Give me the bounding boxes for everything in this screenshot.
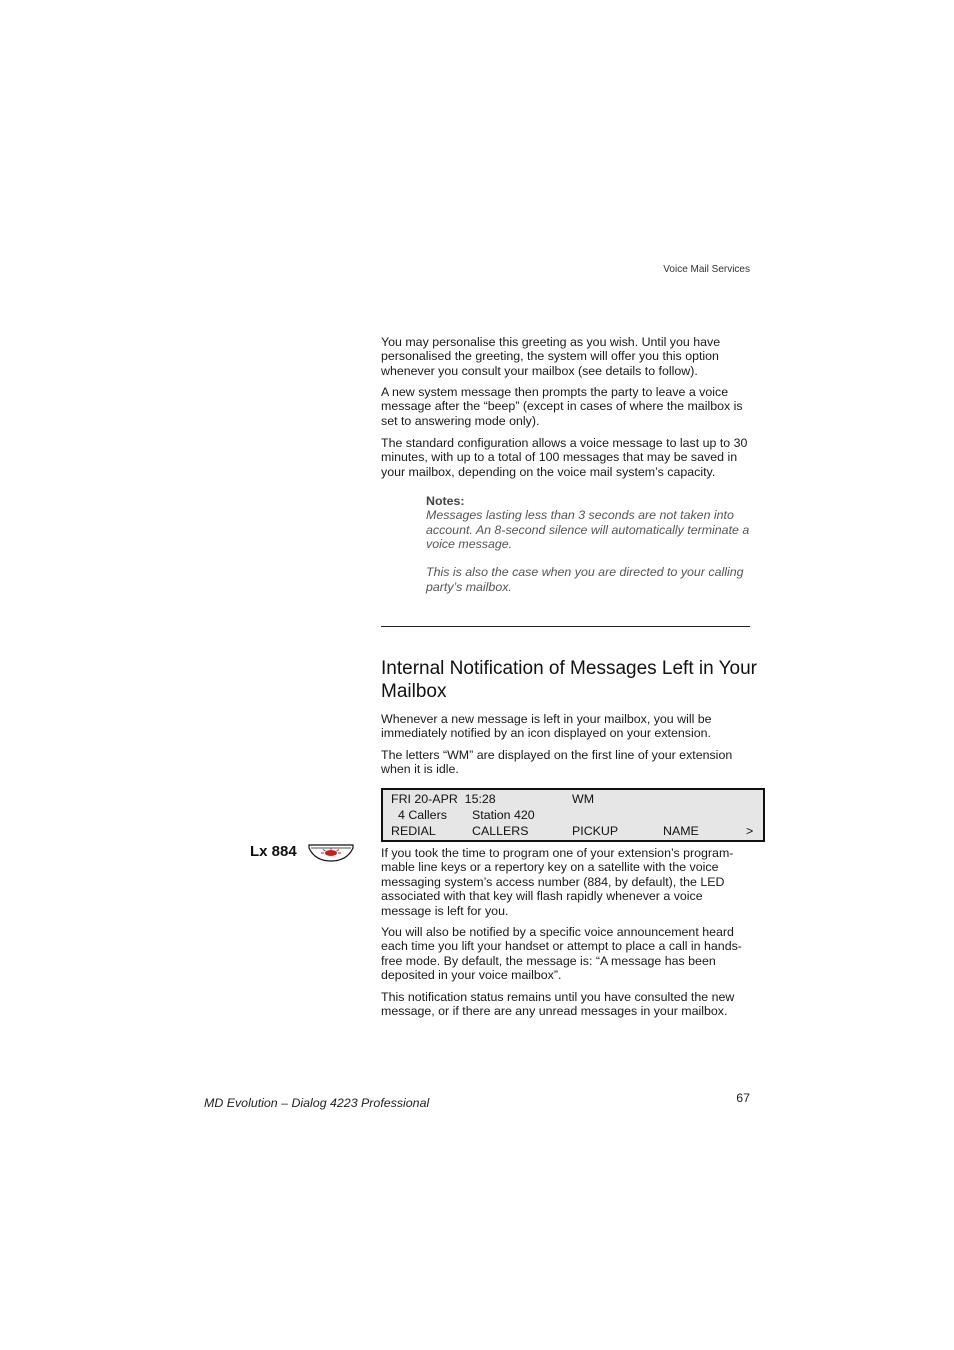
intro-paragraph-3: The standard configuration allows a voice message to last up to 30 minutes, with up to a total of 100 messages that may be saved in your mailbox, depending on the voice mail system’s capacity.	[381, 436, 748, 479]
body-paragraph-3: This notification status remains until you have consulted the new message, or if there are any unread messages in your mailbox.	[381, 990, 735, 1019]
section-paragraph-2: The letters “WM” are displayed on the first line of your extension when it is idle.	[381, 748, 733, 777]
section-divider	[381, 626, 750, 627]
display-date-time: FRI 20-APR 15:28	[391, 792, 496, 806]
page-number: 67	[736, 1091, 750, 1105]
note-1: Messages lasting less than 3 seconds are not taken into account. An 8-second silence will automatically terminate a voice message.	[426, 508, 750, 552]
running-header: Voice Mail Services	[663, 264, 750, 275]
note-2: This is also the case when you are directed to your calling party’s mailbox.	[426, 565, 744, 594]
softkey-callers: CALLERS	[472, 824, 529, 838]
softkey-name: NAME	[663, 824, 699, 838]
line-key-label: Lx 884	[250, 843, 297, 860]
footer-title: MD Evolution – Dialog 4223 Professional	[204, 1096, 430, 1110]
softkey-redial: REDIAL	[391, 824, 436, 838]
display-callers: 4 Callers	[398, 808, 447, 822]
softkey-more: >	[746, 824, 754, 838]
display-station: Station 420	[472, 808, 535, 822]
section-title: Internal Notification of Messages Left in Your Mailbox	[381, 658, 758, 702]
intro-paragraph-2: A new system message then prompts the party to leave a voice message after the “beep” (except in cases of where the mailbox is set to answering mode only).	[381, 385, 743, 428]
notes-title: Notes:	[426, 494, 465, 508]
softkey-pickup: PICKUP	[572, 824, 619, 838]
body-paragraph-1: If you took the time to program one of your extension’s program-mable line keys or a repertory key on a satellite with the voice messaging system’s access number (884, by default), the LED associated with that key will flash rapidly whenever a voice message is left for you.	[381, 846, 734, 918]
display-wm-indicator: WM	[572, 792, 595, 806]
led-line-key-icon	[307, 843, 355, 863]
body-paragraph-2: You will also be notified by a specific voice announcement heard each time you lift your handset or attempt to place a call in hands-free mode. By default, the message is: “A message has been deposited in your voice mailbox”.	[381, 925, 742, 983]
section-paragraph-1: Whenever a new message is left in your mailbox, you will be immediately notified by an icon displayed on your extension.	[381, 712, 712, 741]
intro-paragraph-1: You may personalise this greeting as you wish. Until you have personalised the greeting, the system will offer you this option whenever you consult your mailbox (see details to follow).	[381, 335, 721, 378]
phone-display	[381, 788, 765, 842]
